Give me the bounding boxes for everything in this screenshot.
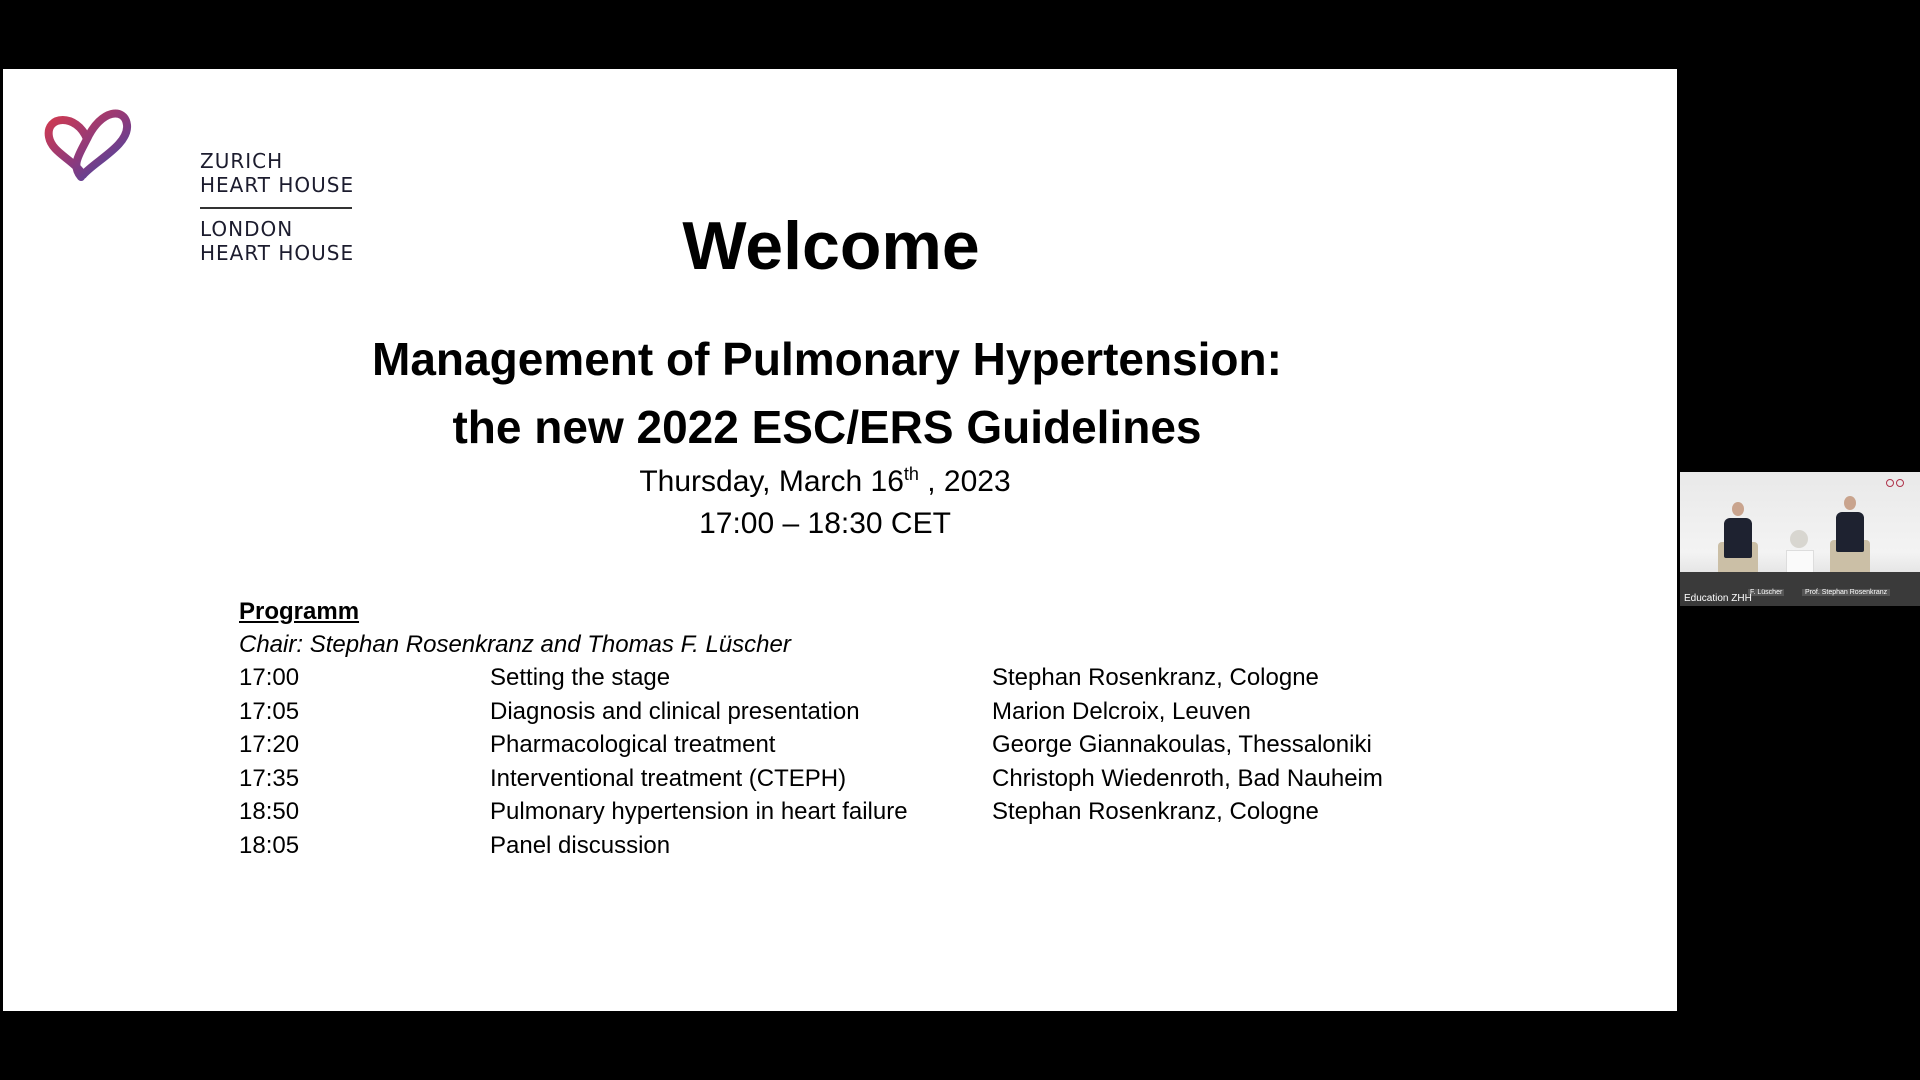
programm-row	[239, 829, 791, 863]
programm-time: 17:00	[239, 664, 300, 691]
programm-speaker: Christoph Wiedenroth, Bad Nauheim	[992, 764, 1383, 792]
programm-topic: Setting the stage	[490, 664, 671, 691]
video-participant-label: Education ZHH	[1684, 593, 1752, 604]
programm-time: 17:05	[239, 697, 300, 725]
logo-line-heart-house-1: HEART HOUSE	[200, 173, 355, 197]
programm-time: 18:05	[239, 831, 300, 859]
slide-title-line-2: the new 2022 ESC/ERS Guidelines	[452, 401, 1202, 453]
programm-topic: Interventional treatment (CTEPH)	[490, 764, 847, 792]
programm-topic: Diagnosis and clinical presentation	[490, 697, 860, 725]
programm-row	[239, 661, 1319, 695]
presenter-right	[1836, 496, 1864, 552]
programm-topic: Panel discussion	[490, 831, 671, 859]
video-name-tag-left: F. Lüscher	[1750, 589, 1783, 596]
programm-topic: Pulmonary hypertension in heart failure	[490, 798, 908, 825]
speaker-video-thumbnail[interactable]	[1680, 472, 1920, 606]
logo-line-heart-house-2: HEART HOUSE	[200, 241, 355, 265]
flower-vase	[1790, 530, 1808, 548]
programm-row	[239, 695, 1251, 729]
event-date-year: , 2023	[918, 465, 1011, 498]
heart-infinity-logo-icon	[43, 105, 135, 185]
video-corner-logo-icon	[1886, 474, 1916, 482]
programm-row	[239, 762, 1383, 796]
programm-time: 17:35	[239, 764, 300, 792]
slide-title-line-1: Management of Pulmonary Hypertension:	[372, 333, 1282, 385]
programm-topic: Pharmacological treatment	[490, 731, 776, 758]
logo-line-zurich: ZURICH	[200, 149, 284, 173]
programm-section	[239, 595, 1383, 862]
presenter-left	[1724, 502, 1752, 558]
event-date-block	[3, 453, 1647, 545]
event-time: 17:00 – 18:30 CET	[699, 507, 951, 540]
programm-speaker: George Giannakoulas, Thessaloniki	[992, 731, 1372, 758]
video-name-tag-right: Prof. Stephan Rosenkranz	[1802, 589, 1890, 596]
logo-line-london: LONDON	[200, 217, 294, 241]
programm-speaker: Stephan Rosenkranz, Cologne	[992, 798, 1319, 825]
programm-chair: Chair: Stephan Rosenkranz and Thomas F. Lüscher	[239, 631, 791, 658]
programm-row	[239, 795, 1319, 829]
programm-speaker: Marion Delcroix, Leuven	[992, 697, 1251, 725]
programm-time: 18:50	[239, 798, 300, 825]
welcome-heading: Welcome	[682, 208, 980, 284]
programm-speaker: Stephan Rosenkranz, Cologne	[992, 664, 1319, 691]
programm-row	[239, 728, 1372, 762]
programm-time: 17:20	[239, 731, 300, 758]
event-date	[3, 453, 1647, 503]
programm-heading: Programm	[239, 598, 360, 625]
slide-title	[3, 325, 1651, 461]
event-date-prefix: Thursday, March 16	[639, 465, 904, 498]
presentation-slide	[3, 69, 1677, 1011]
event-date-ordinal: th	[903, 464, 919, 484]
